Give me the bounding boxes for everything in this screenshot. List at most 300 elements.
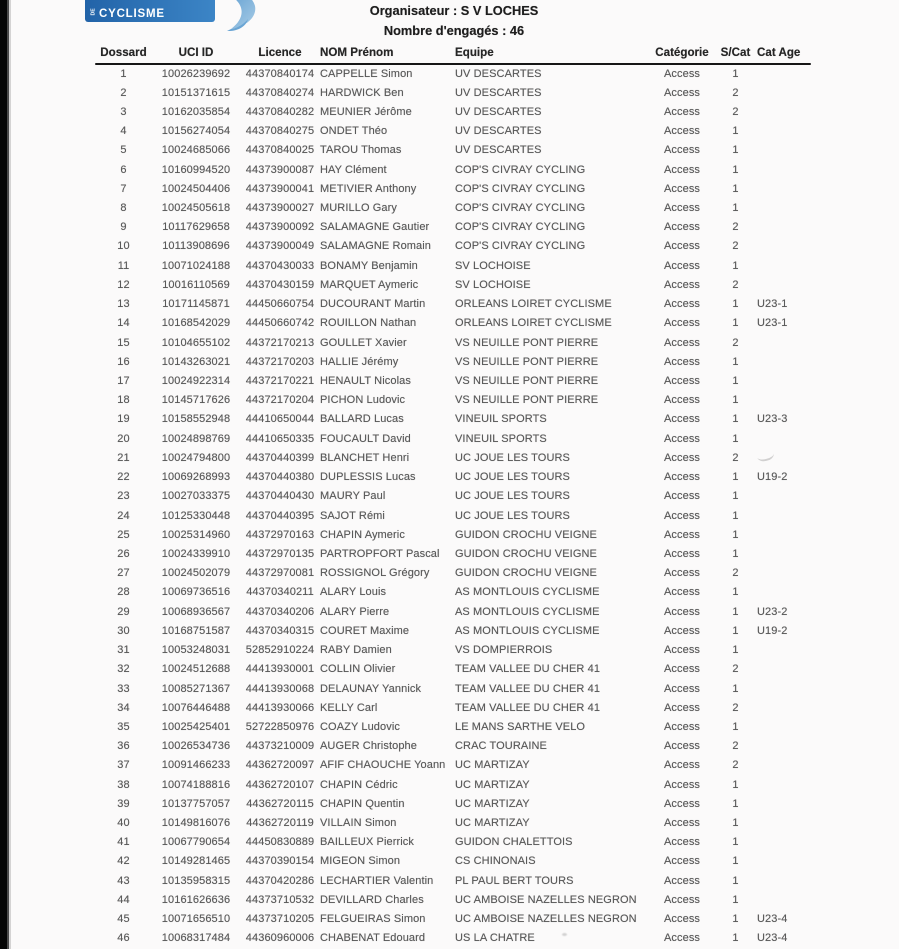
table-row bbox=[95, 372, 812, 391]
cell-licence: 44370390154 bbox=[245, 855, 315, 868]
table-row bbox=[95, 65, 812, 84]
column-header-uci-id: UCI ID bbox=[178, 46, 214, 59]
cell-dossard: 26 bbox=[117, 547, 130, 560]
cell-categorie: Access bbox=[663, 144, 701, 157]
cell-cat-age bbox=[757, 103, 812, 122]
cell-categorie: Access bbox=[663, 644, 701, 657]
table-row bbox=[95, 737, 812, 756]
cell-dossard: 16 bbox=[117, 355, 130, 368]
cell-s-cat: 1 bbox=[732, 644, 739, 657]
cell-s-cat: 1 bbox=[732, 586, 739, 599]
cell-cat-age: U23-2 bbox=[757, 605, 788, 618]
table-row bbox=[95, 641, 812, 660]
cell-cat-age bbox=[757, 391, 812, 410]
table-row bbox=[95, 449, 812, 468]
cell-uci-id: 10125330448 bbox=[161, 509, 231, 522]
cell-equipe: LE MANS SARTHE VELO bbox=[455, 720, 586, 733]
cell-uci-id: 10024504406 bbox=[161, 182, 231, 195]
column-header-cat-age: Cat Age bbox=[757, 46, 801, 59]
cell-cat-age bbox=[757, 122, 812, 141]
cell-equipe: VS NEUILLE PONT PIERRE bbox=[455, 336, 599, 349]
cell-cat-age bbox=[757, 180, 812, 199]
cell-dossard: 37 bbox=[117, 759, 130, 772]
cell-cat-age bbox=[757, 84, 812, 103]
cell-uci-id: 10024922314 bbox=[161, 375, 231, 387]
cell-dossard: 14 bbox=[117, 317, 130, 330]
cell-uci-id: 10071024188 bbox=[161, 259, 231, 272]
cell-uci-id: 10024898769 bbox=[161, 432, 231, 445]
cell-nom-prenom: FOUCAULT David bbox=[320, 432, 411, 445]
cell-nom-prenom: MAURY Paul bbox=[320, 490, 386, 503]
cell-licence: 44372970081 bbox=[245, 567, 315, 580]
cell-s-cat: 1 bbox=[732, 394, 739, 407]
cell-categorie: Access bbox=[663, 913, 701, 926]
cell-dossard: 29 bbox=[117, 605, 130, 618]
cell-dossard: 10 bbox=[117, 240, 130, 253]
column-header-equipe: Equipe bbox=[455, 46, 494, 59]
cell-nom-prenom: PICHON Ludovic bbox=[320, 394, 406, 407]
cell-s-cat: 1 bbox=[732, 432, 739, 445]
cell-cat-age bbox=[757, 237, 812, 256]
cell-equipe: PL PAUL BERT TOURS bbox=[455, 874, 574, 887]
document-header bbox=[370, 1, 539, 41]
cell-uci-id: 10068936567 bbox=[161, 605, 231, 618]
cell-licence: 44370430159 bbox=[245, 278, 315, 291]
cell-equipe: UC JOUE LES TOURS bbox=[455, 471, 570, 484]
table-header-row bbox=[95, 43, 812, 62]
cell-nom-prenom: BAILLEUX Pierrick bbox=[320, 836, 415, 849]
cell-dossard: 28 bbox=[117, 586, 130, 599]
cell-dossard: 13 bbox=[117, 298, 130, 311]
cell-licence: 52852910224 bbox=[245, 644, 315, 657]
cell-equipe: UC MARTIZAY bbox=[455, 759, 530, 772]
table-row bbox=[95, 526, 812, 545]
table-row bbox=[95, 795, 812, 814]
cell-categorie: Access bbox=[663, 778, 701, 791]
cell-uci-id: 10168751587 bbox=[161, 624, 231, 637]
cell-nom-prenom: COLLIN Olivier bbox=[320, 663, 396, 676]
cell-categorie: Access bbox=[663, 855, 701, 868]
cell-equipe: UC AMBOISE NAZELLES NEGRON bbox=[455, 913, 637, 926]
cell-dossard: 15 bbox=[117, 336, 130, 349]
cell-s-cat: 1 bbox=[732, 913, 739, 926]
scan-smudge bbox=[562, 933, 567, 936]
cell-nom-prenom: PARTROPFORT Pascal bbox=[320, 547, 440, 560]
cell-categorie: Access bbox=[663, 528, 701, 541]
cell-dossard: 45 bbox=[117, 913, 130, 926]
cell-licence: 44373900087 bbox=[245, 163, 315, 176]
cell-s-cat: 1 bbox=[732, 682, 739, 695]
cell-licence: 44362720115 bbox=[246, 797, 314, 810]
cell-categorie: Access bbox=[663, 740, 701, 753]
cell-cat-age bbox=[757, 660, 812, 679]
cell-s-cat: 1 bbox=[732, 163, 739, 176]
cell-uci-id: 10074188816 bbox=[161, 778, 231, 791]
cell-categorie: Access bbox=[663, 682, 701, 695]
table-row bbox=[95, 391, 812, 410]
cell-uci-id: 10026239692 bbox=[161, 67, 231, 80]
cell-s-cat: 1 bbox=[732, 855, 739, 868]
cell-cat-age bbox=[757, 334, 812, 353]
table-row bbox=[95, 218, 812, 237]
cell-equipe: TEAM VALLEE DU CHER 41 bbox=[455, 663, 601, 676]
cell-dossard: 40 bbox=[117, 817, 130, 830]
cell-categorie: Access bbox=[663, 490, 701, 503]
cell-equipe: GUIDON CHALETTOIS bbox=[455, 836, 573, 849]
cell-nom-prenom: RABY Damien bbox=[320, 644, 392, 657]
table-row bbox=[95, 314, 812, 333]
cell-cat-age bbox=[757, 218, 812, 237]
cell-licence: 44372970135 bbox=[245, 547, 315, 560]
cell-s-cat: 1 bbox=[732, 413, 739, 426]
cell-licence: 44372170203 bbox=[245, 355, 315, 368]
cell-uci-id: 10143263021 bbox=[161, 355, 231, 368]
cell-categorie: Access bbox=[663, 298, 701, 311]
table-row bbox=[95, 814, 812, 833]
cell-s-cat: 1 bbox=[732, 125, 739, 138]
cell-categorie: Access bbox=[663, 259, 701, 272]
cell-equipe: VINEUIL SPORTS bbox=[455, 432, 547, 445]
cell-nom-prenom: ONDET Théo bbox=[320, 125, 388, 138]
cell-uci-id: 10149816076 bbox=[161, 817, 231, 830]
cell-categorie: Access bbox=[663, 547, 701, 560]
cell-equipe: SV LOCHOISE bbox=[455, 259, 531, 272]
cell-nom-prenom: SALAMAGNE Romain bbox=[320, 240, 432, 253]
cell-uci-id: 10025425401 bbox=[161, 720, 231, 733]
cell-equipe: VINEUIL SPORTS bbox=[455, 413, 547, 426]
cell-uci-id: 10158552948 bbox=[161, 413, 231, 426]
cell-categorie: Access bbox=[663, 471, 701, 484]
cell-nom-prenom: AUGER Christophe bbox=[320, 740, 417, 753]
cell-dossard: 27 bbox=[117, 567, 130, 580]
cell-uci-id: 10024794800 bbox=[161, 451, 231, 464]
cell-nom-prenom: DEVILLARD Charles bbox=[320, 893, 424, 906]
cell-s-cat: 2 bbox=[732, 221, 739, 234]
cell-dossard: 19 bbox=[117, 413, 130, 426]
cell-s-cat: 2 bbox=[732, 278, 739, 291]
cell-uci-id: 10091466233 bbox=[161, 759, 231, 772]
cell-equipe: UV DESCARTES bbox=[455, 105, 542, 118]
cell-licence: 44373710205 bbox=[245, 913, 315, 926]
cell-equipe: SV LOCHOISE bbox=[455, 278, 531, 291]
table-row bbox=[95, 910, 812, 929]
table-row bbox=[95, 872, 812, 891]
cell-cat-age bbox=[757, 372, 812, 391]
column-header-licence: Licence bbox=[258, 46, 302, 59]
cell-equipe: UV DESCARTES bbox=[455, 67, 542, 80]
column-header-s-cat: S/Cat bbox=[720, 46, 751, 59]
cell-uci-id: 10027033375 bbox=[161, 490, 231, 503]
cell-categorie: Access bbox=[663, 125, 701, 138]
cell-cat-age bbox=[757, 507, 812, 526]
cell-dossard: 34 bbox=[117, 701, 130, 714]
cell-categorie: Access bbox=[663, 394, 701, 407]
cell-categorie: Access bbox=[663, 86, 701, 99]
cell-dossard: 5 bbox=[120, 144, 127, 157]
cell-nom-prenom: KELLY Carl bbox=[320, 701, 378, 714]
cell-uci-id: 10160994520 bbox=[161, 163, 231, 176]
cell-cat-age: U23-4 bbox=[757, 913, 788, 926]
cell-equipe: VS NEUILLE PONT PIERRE bbox=[455, 355, 599, 368]
cell-categorie: Access bbox=[663, 624, 701, 637]
cell-licence: 44373210009 bbox=[245, 740, 315, 753]
cell-equipe: COP'S CIVRAY CYCLING bbox=[455, 182, 586, 195]
cell-licence: 44370840174 bbox=[245, 67, 315, 80]
cell-licence: 44370420286 bbox=[245, 874, 315, 887]
table-row bbox=[95, 180, 812, 199]
cell-uci-id: 10162035854 bbox=[161, 105, 231, 118]
cell-categorie: Access bbox=[663, 586, 701, 599]
cell-licence: 52722850976 bbox=[245, 720, 315, 733]
cell-cat-age bbox=[757, 564, 812, 583]
cell-categorie: Access bbox=[663, 567, 701, 580]
cell-licence: 44362720107 bbox=[245, 778, 315, 791]
cell-nom-prenom: ROUILLON Nathan bbox=[320, 317, 417, 330]
cell-cat-age bbox=[757, 65, 812, 84]
cell-nom-prenom: BALLARD Lucas bbox=[320, 413, 404, 426]
cell-nom-prenom: HAY Clément bbox=[320, 163, 387, 176]
table-row bbox=[95, 334, 812, 353]
cell-nom-prenom: MIGEON Simon bbox=[320, 855, 401, 868]
cell-categorie: Access bbox=[663, 413, 701, 426]
cell-nom-prenom: MURILLO Gary bbox=[320, 202, 397, 215]
cell-licence: 44370430033 bbox=[245, 259, 315, 272]
cell-equipe: COP'S CIVRAY CYCLING bbox=[455, 202, 586, 215]
cell-categorie: Access bbox=[663, 701, 701, 714]
cell-s-cat: 1 bbox=[732, 874, 739, 887]
cell-categorie: Access bbox=[663, 605, 701, 618]
table-row bbox=[95, 718, 812, 737]
cell-s-cat: 1 bbox=[732, 67, 739, 80]
cell-nom-prenom: CAPPELLE Simon bbox=[320, 67, 413, 80]
cell-nom-prenom: GOULLET Xavier bbox=[320, 336, 407, 349]
cell-licence: 44372970163 bbox=[245, 528, 315, 541]
cell-dossard: 2 bbox=[120, 86, 127, 99]
cell-uci-id: 10024339910 bbox=[161, 547, 231, 560]
cell-dossard: 46 bbox=[117, 932, 130, 945]
cell-nom-prenom: ROSSIGNOL Grégory bbox=[320, 567, 430, 580]
cell-licence: 44370440399 bbox=[245, 451, 315, 464]
cell-equipe: VS NEUILLE PONT PIERRE bbox=[455, 394, 599, 407]
cell-s-cat: 2 bbox=[732, 567, 739, 580]
cell-uci-id: 10025314960 bbox=[161, 528, 231, 541]
cell-s-cat: 1 bbox=[732, 528, 739, 541]
cell-categorie: Access bbox=[663, 451, 701, 464]
cell-dossard: 11 bbox=[117, 259, 130, 272]
cell-s-cat: 1 bbox=[732, 144, 739, 157]
cell-categorie: Access bbox=[663, 355, 701, 368]
cell-uci-id: 10113908696 bbox=[162, 240, 230, 253]
table-row bbox=[95, 276, 812, 295]
cell-s-cat: 1 bbox=[732, 932, 739, 945]
cell-nom-prenom: DUPLESSIS Lucas bbox=[320, 471, 416, 484]
cell-licence: 44413930001 bbox=[245, 663, 315, 676]
cell-dossard: 39 bbox=[117, 797, 130, 810]
cell-s-cat: 1 bbox=[732, 547, 739, 560]
cell-dossard: 20 bbox=[117, 432, 130, 445]
cell-categorie: Access bbox=[663, 932, 701, 945]
cell-dossard: 24 bbox=[117, 509, 130, 522]
table-row bbox=[95, 122, 812, 141]
table-row bbox=[95, 84, 812, 103]
cell-cat-age bbox=[757, 833, 812, 852]
cell-licence: 44372170213 bbox=[245, 336, 315, 349]
cell-nom-prenom: AFIF CHAOUCHE Yoann bbox=[320, 759, 446, 772]
cell-uci-id: 10145717626 bbox=[161, 394, 231, 407]
cell-cat-age bbox=[757, 545, 812, 564]
cell-licence: 44372170204 bbox=[245, 394, 315, 407]
cell-s-cat: 1 bbox=[732, 605, 739, 618]
cell-categorie: Access bbox=[663, 317, 701, 330]
cell-cat-age bbox=[757, 276, 812, 295]
cell-s-cat: 1 bbox=[732, 317, 739, 330]
cell-dossard: 36 bbox=[117, 740, 130, 753]
cell-nom-prenom: CHAPIN Cédric bbox=[320, 778, 398, 791]
cell-uci-id: 10024505618 bbox=[161, 202, 231, 215]
table-row bbox=[95, 680, 812, 699]
table-row bbox=[95, 468, 812, 487]
cell-dossard: 6 bbox=[120, 163, 127, 176]
cell-s-cat: 2 bbox=[732, 336, 739, 349]
cell-licence: 44373900049 bbox=[245, 240, 315, 253]
cell-s-cat: 1 bbox=[732, 471, 739, 484]
cell-cat-age bbox=[757, 718, 812, 737]
cell-nom-prenom: HALLIE Jérémy bbox=[320, 355, 399, 368]
cell-uci-id: 10171145871 bbox=[162, 298, 230, 311]
table-row bbox=[95, 699, 812, 718]
cell-equipe: GUIDON CROCHU VEIGNE bbox=[455, 567, 597, 580]
table-row bbox=[95, 603, 812, 622]
cell-licence: 44362720119 bbox=[246, 817, 314, 830]
cell-nom-prenom: VILLAIN Simon bbox=[320, 817, 397, 830]
cell-s-cat: 2 bbox=[732, 663, 739, 676]
cell-cat-age bbox=[757, 161, 812, 180]
cell-s-cat: 2 bbox=[732, 86, 739, 99]
cell-s-cat: 1 bbox=[732, 182, 739, 195]
cell-s-cat: 1 bbox=[732, 298, 739, 311]
cell-s-cat: 1 bbox=[732, 720, 739, 733]
cell-cat-age bbox=[757, 891, 812, 910]
cell-licence: 44370440395 bbox=[245, 509, 315, 522]
cell-cat-age bbox=[757, 641, 812, 660]
cell-dossard: 17 bbox=[117, 375, 130, 387]
cell-s-cat: 1 bbox=[732, 490, 739, 503]
cell-nom-prenom: SALAMAGNE Gautier bbox=[320, 221, 430, 234]
cell-licence: 44373710532 bbox=[245, 893, 315, 906]
cell-dossard: 35 bbox=[117, 720, 130, 733]
cell-s-cat: 1 bbox=[732, 355, 739, 368]
cell-uci-id: 10151371615 bbox=[161, 86, 231, 99]
cell-categorie: Access bbox=[663, 836, 701, 849]
cell-categorie: Access bbox=[663, 893, 701, 906]
table-row bbox=[95, 891, 812, 910]
cell-licence: 44373900027 bbox=[245, 202, 315, 215]
table-row bbox=[95, 295, 812, 314]
cell-equipe: COP'S CIVRAY CYCLING bbox=[455, 221, 586, 234]
cell-cat-age bbox=[757, 756, 812, 775]
cell-nom-prenom: HARDWICK Ben bbox=[320, 86, 404, 99]
cell-uci-id: 10068317484 bbox=[161, 932, 231, 945]
cell-cat-age bbox=[757, 526, 812, 545]
cell-equipe: UC JOUE LES TOURS bbox=[455, 509, 570, 522]
cell-uci-id: 10024512688 bbox=[161, 663, 231, 676]
cell-nom-prenom: ALARY Louis bbox=[320, 586, 387, 599]
cell-cat-age bbox=[757, 257, 812, 276]
cell-categorie: Access bbox=[663, 336, 701, 349]
cell-equipe: COP'S CIVRAY CYCLING bbox=[455, 163, 586, 176]
cell-nom-prenom: COAZY Ludovic bbox=[320, 720, 400, 733]
cell-equipe: CS CHINONAIS bbox=[455, 855, 536, 868]
cell-licence: 44370440380 bbox=[245, 471, 315, 484]
cell-equipe: UV DESCARTES bbox=[455, 144, 542, 157]
cell-nom-prenom: MARQUET Aymeric bbox=[320, 278, 419, 291]
cell-dossard: 41 bbox=[117, 836, 130, 849]
cell-equipe: UV DESCARTES bbox=[455, 86, 542, 99]
cell-nom-prenom: LECHARTIER Valentin bbox=[320, 874, 434, 887]
cell-s-cat: 1 bbox=[732, 893, 739, 906]
cell-equipe: ORLEANS LOIRET CYCLISME bbox=[455, 298, 612, 311]
scan-edge-black-bar bbox=[0, 0, 11, 949]
cell-cat-age: U19-2 bbox=[757, 471, 788, 484]
cell-dossard: 21 bbox=[117, 451, 130, 464]
cell-dossard: 42 bbox=[117, 855, 130, 868]
cell-dossard: 3 bbox=[120, 105, 127, 118]
cell-cat-age: U19-2 bbox=[757, 624, 788, 637]
cell-categorie: Access bbox=[663, 202, 701, 215]
cell-cat-age bbox=[757, 680, 812, 699]
cell-cat-age bbox=[757, 141, 812, 160]
table-row bbox=[95, 507, 812, 526]
cell-nom-prenom: BONAMY Benjamin bbox=[320, 259, 418, 272]
cell-uci-id: 10135958315 bbox=[161, 874, 231, 887]
cell-dossard: 30 bbox=[117, 624, 130, 637]
cell-s-cat: 1 bbox=[732, 836, 739, 849]
cell-licence: 44370840274 bbox=[245, 86, 315, 99]
cell-equipe: TEAM VALLEE DU CHER 41 bbox=[455, 682, 601, 695]
cell-uci-id: 10156274054 bbox=[161, 125, 231, 138]
engages-line: Nombre d'engagés : 46 bbox=[383, 23, 525, 38]
table-row bbox=[95, 353, 812, 372]
cell-uci-id: 10104655102 bbox=[161, 336, 231, 349]
cell-cat-age bbox=[757, 737, 812, 756]
cell-cat-age bbox=[757, 776, 812, 795]
cell-equipe: UV DESCARTES bbox=[455, 125, 542, 138]
cell-nom-prenom: SAJOT Rémi bbox=[320, 509, 385, 522]
cell-nom-prenom: HENAULT Nicolas bbox=[320, 375, 411, 387]
cell-uci-id: 10076446488 bbox=[161, 701, 231, 714]
cell-categorie: Access bbox=[663, 432, 701, 445]
cell-categorie: Access bbox=[663, 240, 701, 253]
cell-dossard: 43 bbox=[117, 874, 130, 887]
cell-dossard: 31 bbox=[117, 644, 130, 657]
cell-uci-id: 10161626636 bbox=[161, 893, 231, 906]
cell-equipe: CRAC TOURAINE bbox=[455, 740, 547, 753]
organisateur-line: Organisateur : S V LOCHES bbox=[369, 3, 539, 18]
table-row bbox=[95, 756, 812, 775]
table-row bbox=[95, 833, 812, 852]
cell-categorie: Access bbox=[663, 663, 701, 676]
cell-licence: 44410650335 bbox=[245, 432, 315, 445]
cell-categorie: Access bbox=[663, 278, 701, 291]
table-row bbox=[95, 487, 812, 506]
table-row bbox=[95, 257, 812, 276]
cell-dossard: 18 bbox=[117, 394, 130, 407]
cell-licence: 44370340211 bbox=[246, 586, 314, 599]
cell-uci-id: 10149281465 bbox=[161, 855, 231, 868]
cell-uci-id: 10024502079 bbox=[161, 567, 231, 580]
rider-table bbox=[95, 65, 812, 949]
cell-s-cat: 2 bbox=[732, 701, 739, 714]
